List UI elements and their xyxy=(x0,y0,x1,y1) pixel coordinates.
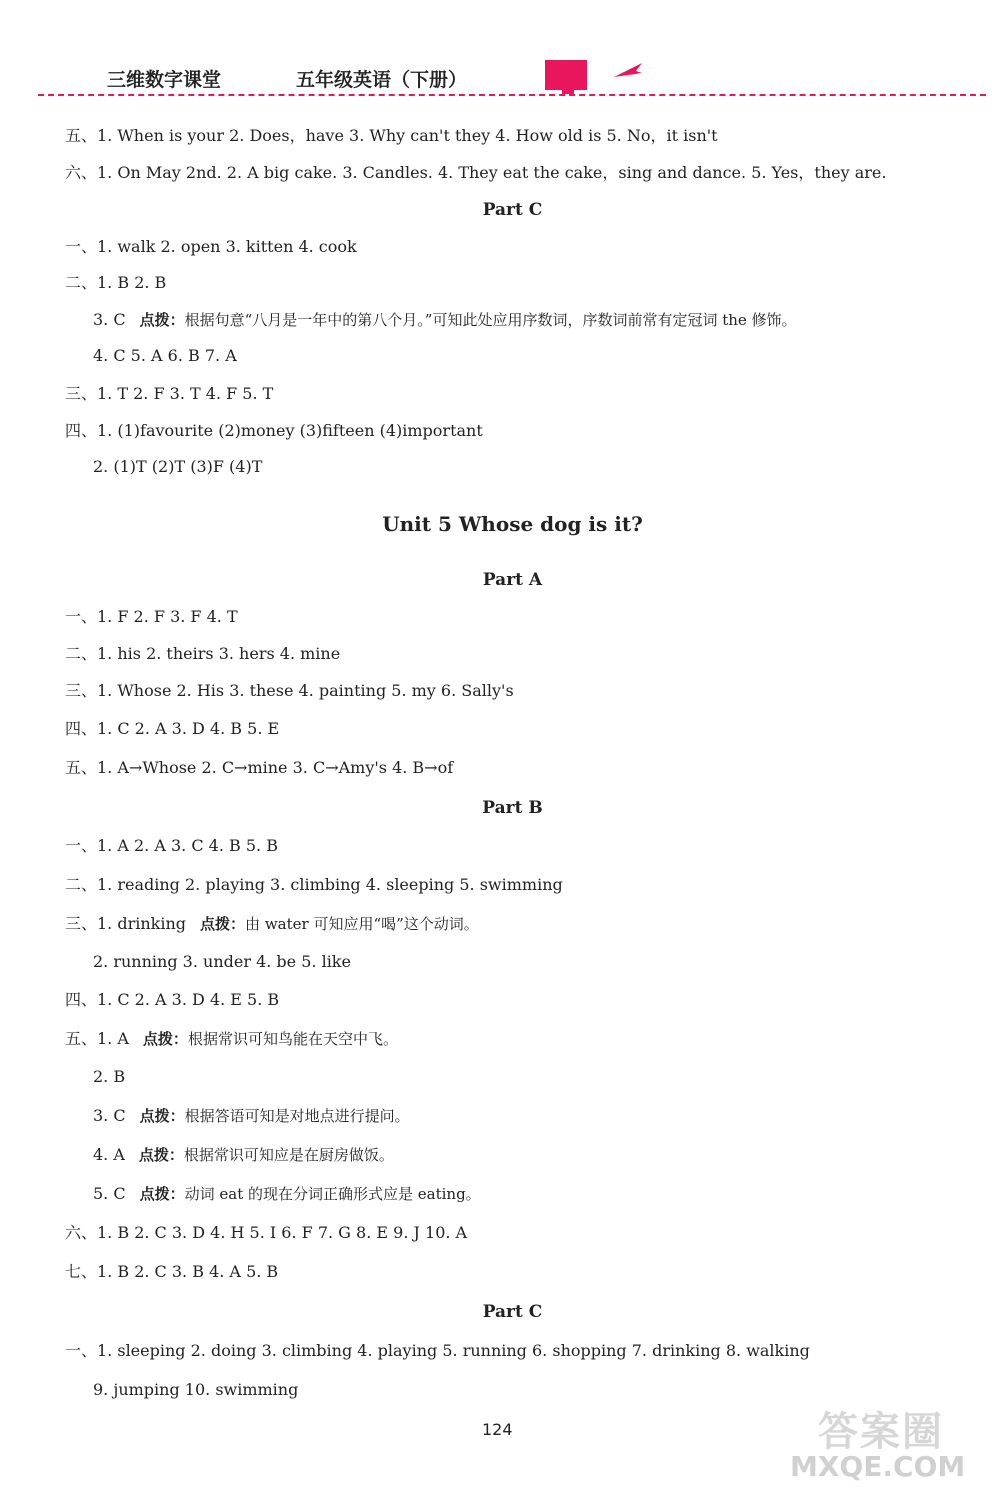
answer-line: 七、1. B 2. C 3. B 4. A 5. B xyxy=(65,1262,279,1281)
answer-line: 四、1. C 2. A 3. D 4. B 5. E xyxy=(65,719,280,738)
answer-line: 五、1. A→Whose 2. C→mine 3. C→Amy's 4. B→of xyxy=(65,758,454,777)
answer-line: 二、1. reading 2. playing 3. climbing 4. sleeping 5. swimming xyxy=(65,875,563,894)
part-title: Part C xyxy=(482,1302,543,1322)
page-header xyxy=(0,55,1000,100)
answer-line: 五、1. When is your 2. Does，have 3. Why can't they 4. How old is 5. No，it isn't xyxy=(65,126,718,145)
part-title: Part A xyxy=(482,570,543,590)
header-logo-block xyxy=(545,60,587,90)
answer-line: 9. jumping 10. swimming xyxy=(93,1380,299,1399)
answer-line: 一、1. walk 2. open 3. kitten 4. cook xyxy=(65,237,357,256)
answer-line: 2. B xyxy=(93,1067,126,1086)
hint-label: 点拨： xyxy=(139,311,185,329)
unit-title: Unit 5 Whose dog is it? xyxy=(382,512,643,536)
answer-line: 二、1. B 2. B xyxy=(65,273,167,292)
answer-line-with-hint: 五、1. A 点拨：根据常识可知鸟能在天空中飞。 xyxy=(65,1029,398,1048)
hint-text: 根据常识可知应是在厨房做饭。 xyxy=(183,1146,394,1164)
hint-text: 由 water 可知应用“喝”这个动词。 xyxy=(245,915,479,933)
answer-line-with-hint: 3. C 点拨：根据答语可知是对地点进行提问。 xyxy=(93,1106,410,1125)
watermark-logo-text: 答案圈 xyxy=(818,1409,944,1455)
answer-line: 三、1. T 2. F 3. T 4. F 5. T xyxy=(65,384,274,403)
hint-label: 点拨： xyxy=(200,915,246,933)
answer-line-with-hint: 三、1. drinking 点拨：由 water 可知应用“喝”这个动词。 xyxy=(65,914,479,933)
hint-text: 根据句意“八月是一年中的第八个月。”可知此处应用序数词，序数词前常有定冠词 the 修饰。 xyxy=(184,311,797,329)
answer-line-with-hint: 5. C 点拨：动词 eat 的现在分词正确形式应是 eating。 xyxy=(93,1184,481,1203)
hint-text: 根据常识可知鸟能在天空中飞。 xyxy=(187,1030,398,1048)
part-title: Part B xyxy=(482,798,543,818)
book-title: 三维数字课堂 xyxy=(107,69,222,91)
hint-text: 根据答语可知是对地点进行提问。 xyxy=(184,1107,410,1125)
answer-line: 一、1. A 2. A 3. C 4. B 5. B xyxy=(65,836,278,855)
watermark-url: MXQE.COM xyxy=(790,1450,966,1483)
grade-title: 五年级英语（下册） xyxy=(296,69,468,91)
hint-label: 点拨： xyxy=(139,1107,185,1125)
rocket-icon xyxy=(612,61,646,81)
hint-label: 点拨： xyxy=(139,1185,185,1203)
answer-line: 2. (1)T (2)T (3)F (4)T xyxy=(93,457,263,476)
hint-label: 点拨： xyxy=(142,1030,188,1048)
answer-line: 4. C 5. A 6. B 7. A xyxy=(93,346,237,365)
header-divider xyxy=(38,94,986,96)
answer-line: 一、1. F 2. F 3. F 4. T xyxy=(65,607,238,626)
hint-label: 点拨： xyxy=(138,1146,184,1164)
page-number: 124 xyxy=(482,1420,513,1439)
answer-line: 六、1. B 2. C 3. D 4. H 5. I 6. F 7. G 8. E 9. J 10. A xyxy=(65,1223,468,1242)
answer-line: 2. running 3. under 4. be 5. like xyxy=(93,952,351,971)
answer-line: 二、1. his 2. theirs 3. hers 4. mine xyxy=(65,644,341,663)
watermark xyxy=(790,1400,980,1490)
part-title: Part C xyxy=(482,200,543,220)
answer-line: 一、1. sleeping 2. doing 3. climbing 4. playing 5. running 6. shopping 7. drinking 8. walking xyxy=(65,1341,810,1360)
answer-line: 四、1. C 2. A 3. D 4. E 5. B xyxy=(65,990,280,1009)
answer-line: 六、1. On May 2nd. 2. A big cake. 3. Candles. 4. They eat the cake，sing and dance. 5. Yes，they are. xyxy=(65,163,887,182)
answer-line: 三、1. Whose 2. His 3. these 4. painting 5. my 6. Sally's xyxy=(65,681,514,700)
answer-line: 四、1. (1)favourite (2)money (3)fifteen (4)important xyxy=(65,421,483,440)
hint-text: 动词 eat 的现在分词正确形式应是 eating。 xyxy=(184,1185,481,1203)
answer-line-with-hint: 3. C 点拨：根据句意“八月是一年中的第八个月。”可知此处应用序数词，序数词前常有定冠词 the 修饰。 xyxy=(93,310,797,329)
answer-line-with-hint: 4. A 点拨：根据常识可知应是在厨房做饭。 xyxy=(93,1145,394,1164)
